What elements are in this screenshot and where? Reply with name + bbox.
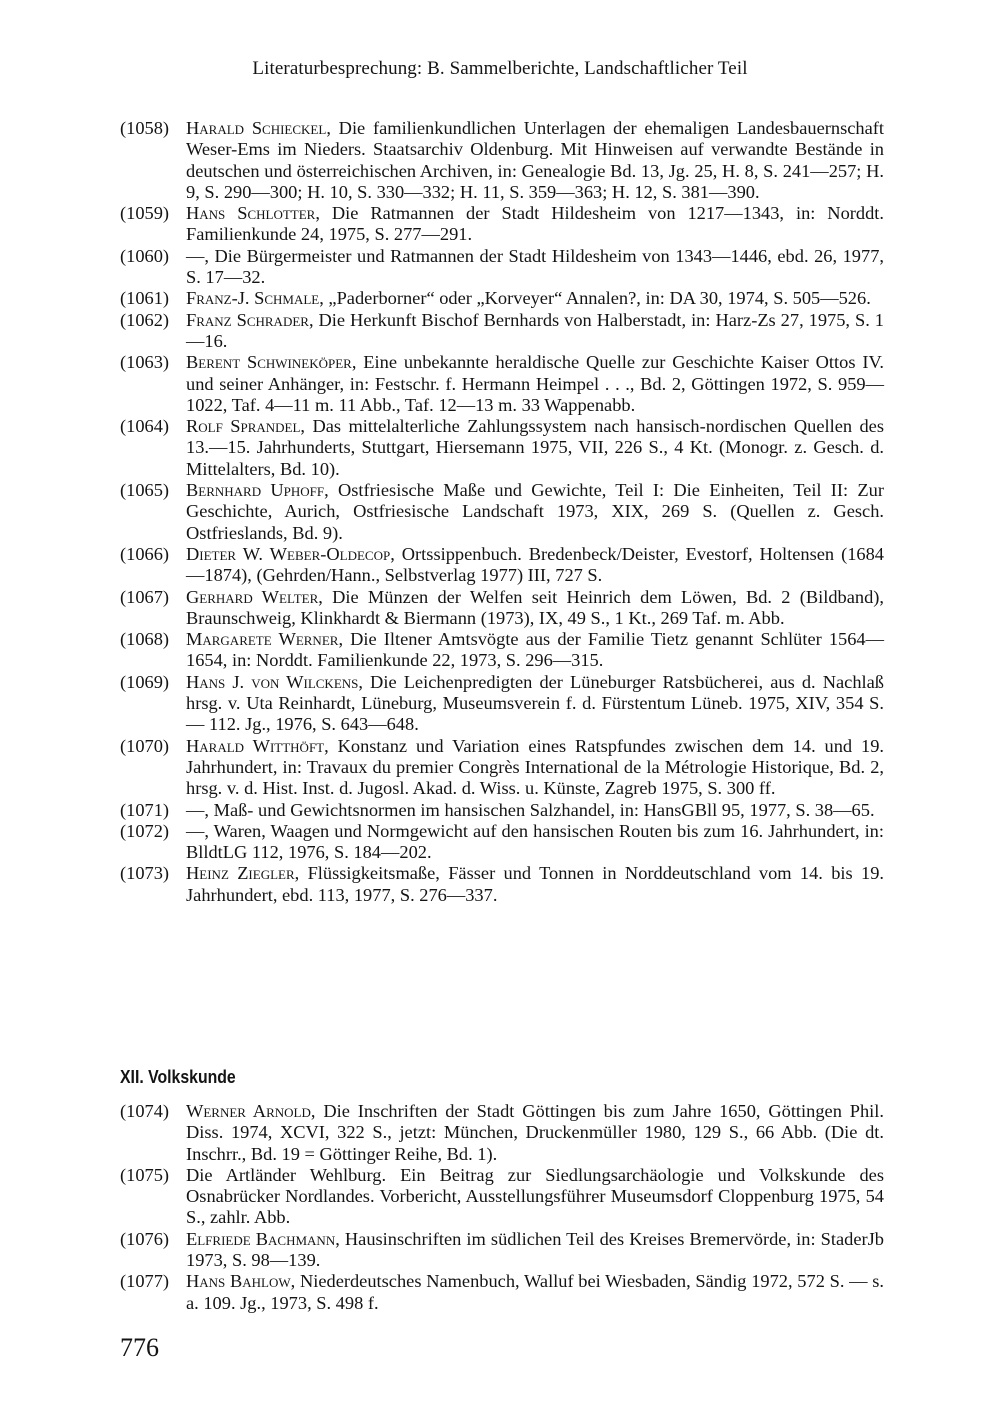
entry-text: [186, 736, 884, 800]
running-header: Literaturbesprechung: B. Sammelberichte, Landschaftlicher Teil: [252, 58, 748, 79]
bibliography-entry: [120, 1229, 884, 1272]
entry-number: (1073): [120, 863, 170, 884]
entry-text: [186, 416, 884, 480]
entry-citation: , Niederdeutsches Namenbuch, Walluf bei Wiesbaden, Sändig 1972, 572 S. — s. a. 109. Jg., 1973, S. 498 f.: [186, 1271, 884, 1313]
entry-author: Elfriede Bachmann: [186, 1228, 336, 1249]
entry-author: Heinz Ziegler: [186, 863, 295, 884]
entry-citation: , Flüssigkeitsmaße, Fässer und Tonnen in Norddeutschland vom 14. bis 19. Jahrhundert, ebd. 113, 1977, S. 276—337.: [186, 863, 884, 905]
entry-number: (1058): [120, 118, 170, 138]
bibliography-entry: [120, 672, 884, 736]
entry-number: (1062): [120, 309, 170, 330]
entry-author: Harald Witthöft: [186, 735, 325, 756]
entry-text: [186, 310, 884, 353]
entry-citation: , Hausinschriften im südlichen Teil des Kreises Bremervörde, in: StaderJb 1973, S. 98—139.: [186, 1228, 884, 1271]
entry-number: (1063): [120, 352, 170, 373]
entry-number: (1075): [120, 1164, 170, 1185]
bibliography-list-top: [120, 118, 884, 906]
bibliography-entry: [120, 544, 884, 587]
bibliography-entry: [120, 288, 884, 309]
bibliography-entry: [120, 629, 884, 672]
entry-citation: , Eine unbekannte heraldische Quelle zur Geschichte Kaiser Ottos IV. und seiner Anhänger, in: Festschr. f. Hermann Heimpel . . ., Bd. 2, Göttingen 1972, S. 959—1022, Taf. 4—11 m. 11 Abb., Taf. 12—13 m. 33 Wappenabb.: [186, 352, 884, 415]
entry-citation: , Die Inschriften der Stadt Göttingen bis zum Jahre 1650, Göttingen Phil. Diss. 1974, XCVI, 322 S., jetzt: München, Druckenmüller 1980, 129 S., 66 Abb. (Die dt. Inschrr., Bd. 19 = Göttinger Reihe, Bd. 1).: [186, 1101, 884, 1164]
entry-text: [186, 118, 884, 203]
entry-author: Dieter W. Weber-Oldecop: [186, 543, 391, 564]
entry-author: Harald Schieckel: [186, 118, 327, 138]
entry-text: [186, 1101, 884, 1165]
entry-author: Gerhard Welter: [186, 586, 319, 607]
entry-citation: , Ostfriesische Maße und Gewichte, Teil I: Die Einheiten, Teil II: Zur Geschichte, Aurich, Ostfriesische Landschaft 1973, XIX, 269 S. (Quellen z. Gesch. Ostfrieslands, Bd. 9).: [186, 480, 884, 543]
entry-text: [186, 480, 884, 544]
entry-citation: , Die Münzen der Welfen seit Heinrich dem Löwen, Bd. 2 (Bildband), Braunschweig, Klinkhardt & Biermann (1973), IX, 49 S., 1 Kt., 269 Taf. m. Abb.: [186, 586, 885, 628]
bibliography-entry: [120, 1101, 884, 1165]
bibliography-entry: [120, 1271, 884, 1314]
bibliography-entry: [120, 310, 884, 353]
entry-author: Hans Bahlow: [186, 1271, 291, 1292]
entry-citation: Die Artländer Wehlburg. Ein Beitrag zur Siedlungsarchäologie und Volkskunde des Osnabrücker Nordlandes. Vorbericht, Ausstellungsführer Museumsdorf Cloppenburg 1975, 54 S., zahlr. Abb.: [186, 1164, 884, 1228]
entry-text: [186, 587, 884, 630]
entry-author: Werner Arnold: [186, 1101, 311, 1121]
entry-citation: , „Paderborner“ oder „Korveyer“ Annalen?, in: DA 30, 1974, S. 505—526.: [319, 288, 871, 309]
bibliography-entry: [120, 863, 884, 906]
entry-text: [186, 544, 884, 587]
bibliography-entry: [120, 246, 884, 289]
entry-number: (1059): [120, 203, 170, 224]
entry-text: [186, 203, 884, 246]
entry-number: (1067): [120, 586, 170, 607]
entry-author: Hans Schlotter: [186, 203, 316, 224]
entry-text: [186, 1165, 884, 1229]
entry-text: [186, 672, 884, 736]
entry-author: Franz-J. Schmale: [186, 288, 320, 309]
entry-number: (1076): [120, 1228, 170, 1249]
entry-citation: , Die Iltener Amtsvögte aus der Familie Tietz genannt Schlüter 1564—1654, in: Norddt. Familienkunde 22, 1973, S. 296—315.: [186, 629, 885, 671]
entry-text: [186, 288, 884, 309]
bibliography-entry: [120, 416, 884, 480]
bibliography-entry: [120, 800, 884, 821]
bibliography-list-bottom: [120, 1101, 884, 1314]
entry-number: (1070): [120, 735, 170, 756]
entry-number: (1072): [120, 820, 170, 841]
entry-text: [186, 1229, 884, 1272]
entry-number: (1077): [120, 1271, 170, 1292]
section-title: XII. Volkskunde: [120, 1066, 236, 1087]
entry-author: Franz Schrader: [186, 309, 309, 330]
bibliography-entry: [120, 587, 884, 630]
entry-citation: , Die Ratmannen der Stadt Hildesheim von 1217—1343, in: Norddt. Familienkunde 24, 1975, S. 277—291.: [186, 203, 885, 245]
entry-author: Berent Schwineköper: [186, 352, 352, 373]
entry-text: [186, 246, 884, 289]
entry-number: (1065): [120, 480, 170, 501]
entry-citation: , Das mittelalterliche Zahlungssystem nach hansisch-nordischen Quellen des 13.—15. Jahrhunderts, Stuttgart, Hiersemann 1975, VII, 226 S., 4 Kt. (Monogr. z. Gesch. d. Mittelalters, Bd. 10).: [186, 416, 884, 479]
entry-text: [186, 821, 884, 864]
entry-number: (1064): [120, 416, 170, 437]
entry-text: [186, 1271, 884, 1314]
entry-number: (1071): [120, 799, 170, 820]
entry-citation: —, Maß- und Gewichtsnormen im hansischen Salzhandel, in: HansGBll 95, 1977, S. 38—65.: [186, 799, 875, 820]
bibliography-entry: [120, 352, 884, 416]
entry-citation: , Konstanz und Variation eines Ratspfundes zwischen dem 14. und 19. Jahrhundert, in: Travaux du premier Congrès International de la Métrologie Historique, Bd. 2, hrsg. v. d. Hist. Inst. d. Jugosl. Akad. d. Wiss. u. Künste, Zagreb 1975, S. 300 ff.: [186, 735, 884, 799]
entry-citation: , Ortssippenbuch. Bredenbeck/Deister, Evestorf, Holtensen (1684—1874), (Gehrden/Hann., Selbstverlag 1977) III, 727 S.: [186, 543, 884, 586]
entry-citation: , Die Leichenpredigten der Lüneburger Ratsbücherei, aus d. Nachlaß hrsg. v. Uta Reinhardt, Lüneburg, Museumsverein f. d. Fürstentum Lüneb. 1975, XIV, 354 S. — 112. Jg., 1976, S. 643—648.: [186, 671, 884, 735]
entry-number: (1074): [120, 1101, 170, 1121]
entry-number: (1068): [120, 629, 170, 650]
bibliography-entry: [120, 821, 884, 864]
page-number: 776: [120, 1333, 159, 1362]
entry-text: [186, 352, 884, 416]
bibliography-entry: [120, 203, 884, 246]
bibliography-entry: [120, 736, 884, 800]
entry-citation: , Die familienkundlichen Unterlagen der ehemaligen Landesbauernschaft Weser-Ems im Nieders. Staatsarchiv Oldenburg. Mit Hinweisen auf verwandte Bestände in deutschen und österreichischen Archiven, in: Genealogie Bd. 13, Jg. 25, H. 8, S. 241—257; H. 9, S. 290—300; H. 10, S. 330—332; H. 11, S. 359—363; H. 12, S. 381—390.: [186, 118, 884, 202]
entry-number: (1069): [120, 671, 170, 692]
bibliography-entry: [120, 480, 884, 544]
entry-number: (1060): [120, 245, 170, 266]
bibliography-entry: [120, 1165, 884, 1229]
entry-citation: —, Die Bürgermeister und Ratmannen der Stadt Hildesheim von 1343—1446, ebd. 26, 1977, S. 17—32.: [186, 245, 884, 288]
entry-text: [186, 629, 884, 672]
entry-text: [186, 863, 884, 906]
entry-text: [186, 800, 884, 821]
entry-author: Bernhard Uphoff: [186, 480, 325, 501]
entry-number: (1066): [120, 543, 170, 564]
entry-author: Margarete Werner: [186, 629, 339, 650]
entry-author: Hans J. von Wilckens: [186, 671, 359, 692]
entry-citation: , Die Herkunft Bischof Bernhards von Halberstadt, in: Harz-Zs 27, 1975, S. 1—16.: [186, 309, 885, 351]
bibliography-entry: [120, 118, 884, 203]
entry-author: Rolf Sprandel: [186, 416, 301, 437]
entry-citation: —, Waren, Waagen und Normgewicht auf den hansischen Routen bis zum 16. Jahrhundert, in: BlldtLG 112, 1976, S. 184—202.: [186, 820, 884, 863]
entry-number: (1061): [120, 288, 170, 309]
